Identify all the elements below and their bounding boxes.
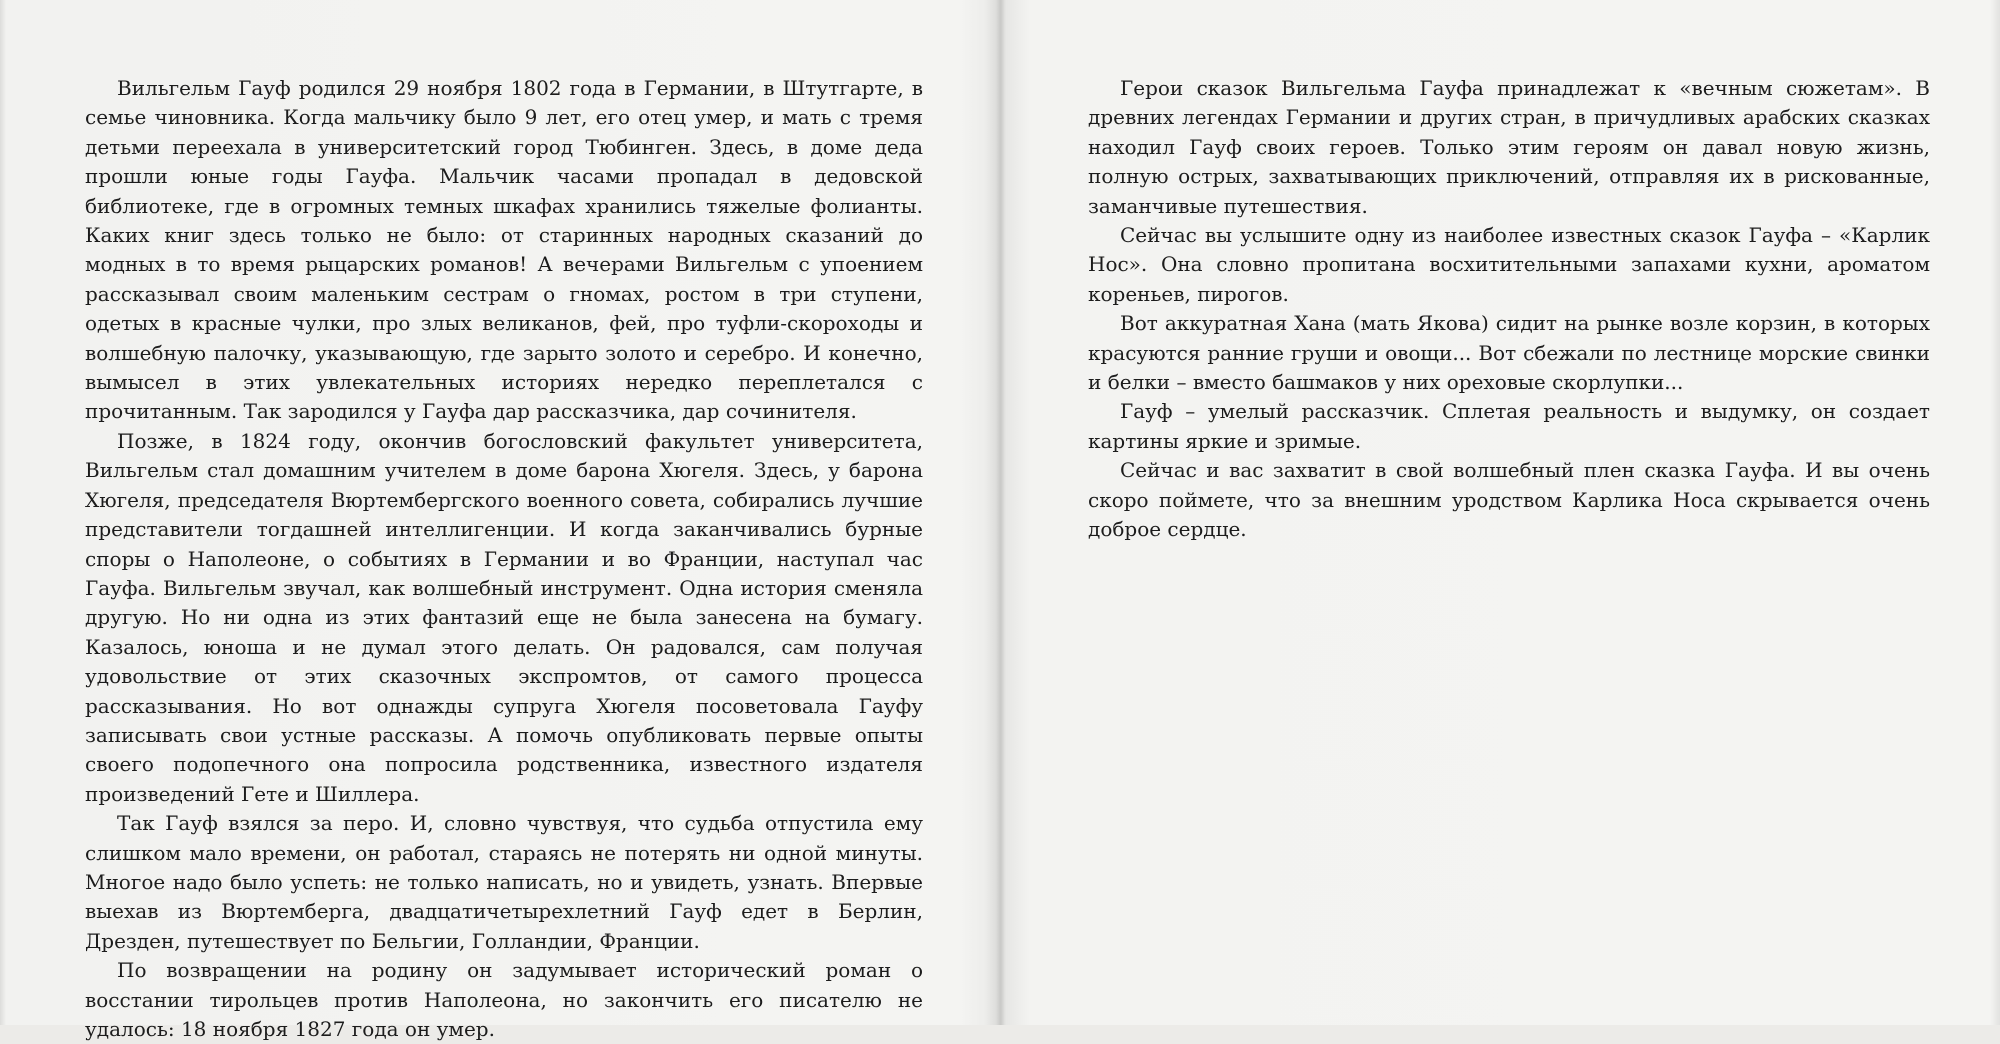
right-page — [1000, 0, 2000, 1025]
right-paragraph-2: Сейчас вы услышите одну из наиболее известных сказок Гауфа – «Карлик Нос». Она словно пропитана восхитительными запахами кухни, ароматом кореньев, пирогов. — [1088, 223, 1930, 306]
left-paragraph-3: Так Гауф взялся за перо. И, словно чувствуя, что судьба отпустила ему слишком мало времени, он работал, стараясь не потерять ни одной минуты. Многое надо было успеть: не только написать, но и увидеть, узнать. Впервые выехав из Вюртемберга, двадцатичетырехлетний Гауф едет в Берлин, Дрезден, путешествует по Бельгии, Голландии, Франции. — [85, 811, 923, 953]
left-paragraph-1: Вильгельм Гауф родился 29 ноября 1802 года в Германии, в Штутгарте, в семье чиновника. Когда мальчику было 9 лет, его отец умер, и мать с тремя детьми переехала в университетский город Тюбинген. Здесь, в доме деда прошли юные годы Гауфа. Мальчик часами пропадал в дедовской библиотеке, где в огромных темных шкафах хранились тяжелые фолианты. Каких книг здесь только не было: от старинных народных сказаний до модных в то время рыцарских романов! А вечерами Вильгельм с упоением рассказывал своим маленьким сестрам о гномах, ростом в три ступени, одетых в красные чулки, про злых великанов, фей, про туфли-скороходы и волшебную палочку, указывающую, где зарыто золото и серебро. И конечно, вымысел в этих увлекательных историях нередко переплетался с прочитанным. Так зародился у Гауфа дар рассказчика, дар сочинителя. — [85, 76, 923, 424]
right-page-text — [1088, 74, 1930, 545]
left-paragraph-4: По возвращении на родину он задумывает исторический роман о восстании тирольцев против Наполеона, но закончить его писателю не удалось: 18 ноября 1827 года он умер. — [85, 958, 923, 1041]
right-paragraph-3: Вот аккуратная Хана (мать Якова) сидит на рынке возле корзин, в которых красуются ранние груши и овощи... Вот сбежали по лестнице морские свинки и белки – вместо башмаков у них ореховые скорлупки... — [1088, 311, 1930, 395]
right-paragraph-1: Герои сказок Вильгельма Гауфа принадлежат к «вечным сюжетам». В древних легендах Германии и других стран, в причудливых арабских сказках находил Гауф своих героев. Только этим героям он давал новую жизнь, полную острых, захватывающих приключений, отправляя их в рискованные, заманчивые путешествия. — [1088, 76, 1930, 218]
right-paragraph-5: Сейчас и вас захватит в свой волшебный плен сказка Гауфа. И вы очень скоро поймете, что за внешним уродством Карлика Носа скрывается очень доброе сердце. — [1088, 458, 1930, 542]
right-paragraph-4: Гауф – умелый рассказчик. Сплетая реальность и выдумку, он создает картины яркие и зримые. — [1088, 399, 1930, 453]
left-page-text — [85, 74, 923, 1044]
left-page — [0, 0, 1000, 1041]
left-paragraph-2: Позже, в 1824 году, окончив богословский факультет университета, Вильгельм стал домашним учителем в доме барона Хюгеля. Здесь, у барона Хюгеля, председателя Вюртембергского военного совета, собирались лучшие представители тогдашней интеллигенции. И когда заканчивались бурные споры о Наполеоне, о событиях в Германии и во Франции, наступал час Гауфа. Вильгельм звучал, как волшебный инструмент. Одна история сменяла другую. Но ни одна из этих фантазий еще не была занесена на бумагу. Казалось, юноша и не думал этого делать. Он радовался, сам получая удовольствие от этих сказочных экспромтов, от самого процесса рассказывания. Но вот однажды супруга Хюгеля посоветовала Гауфу записывать свои устные рассказы. А помочь опубликовать первые опыты своего подопечного она попросила родственника, известного издателя произведений Гете и Шиллера. — [85, 428, 923, 806]
